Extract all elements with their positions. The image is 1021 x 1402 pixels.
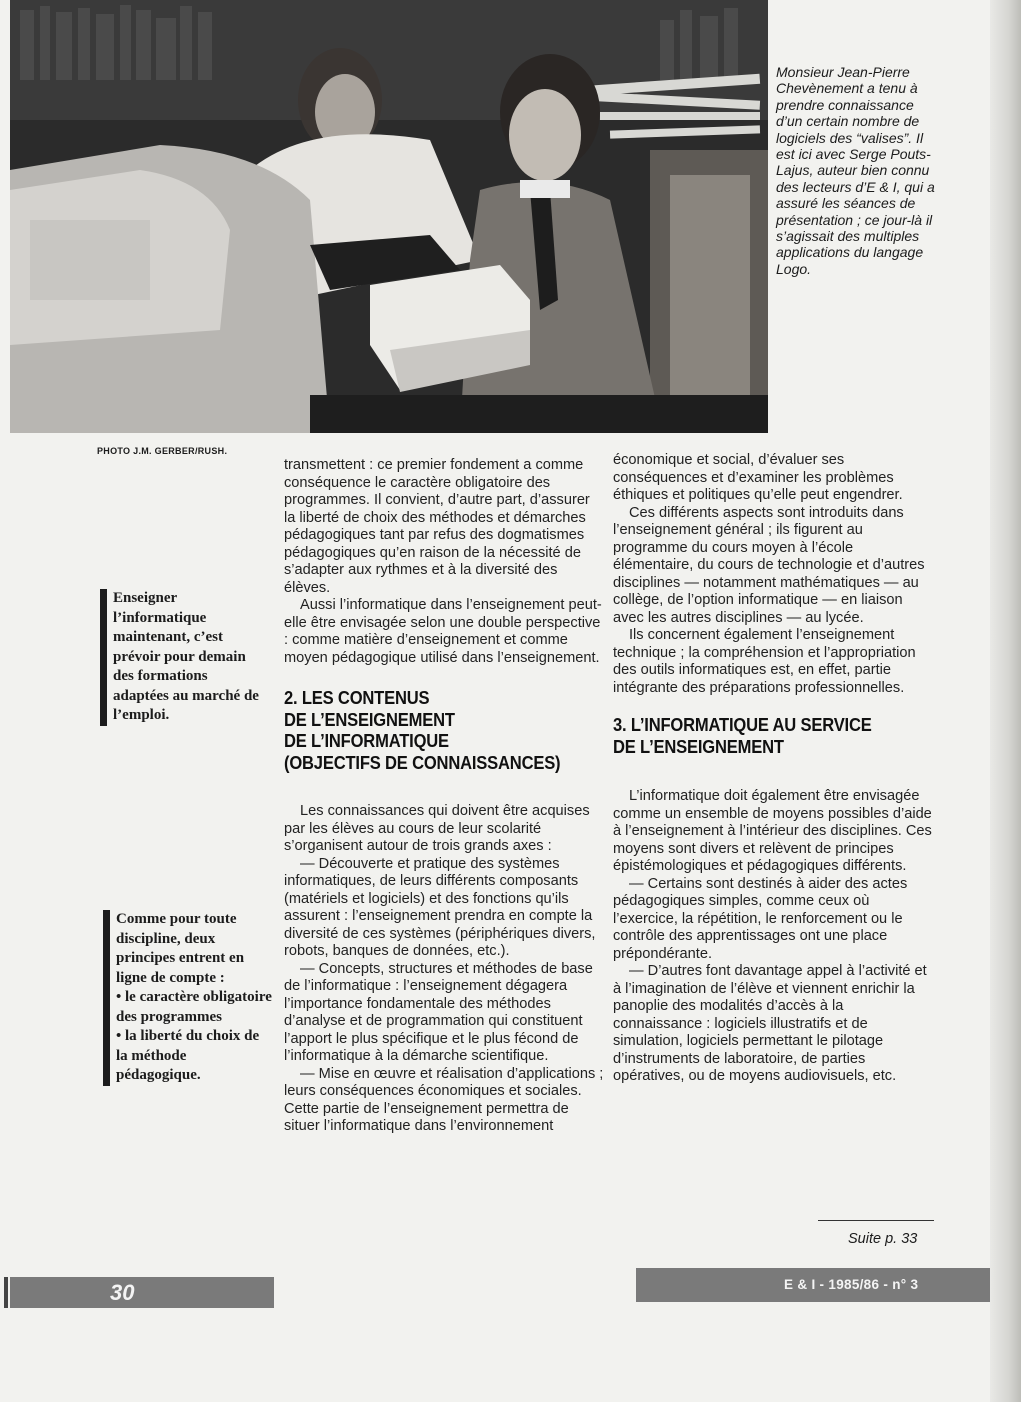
footer-issue-bar xyxy=(636,1268,990,1302)
heading-line: DE L’ENSEIGNEMENT xyxy=(284,709,455,730)
pull-quote-line: Comme pour toute discipline, deux principes entrent en ligne de compte : xyxy=(116,911,245,986)
page-number: 30 xyxy=(110,1280,135,1305)
pull-quote-bullet: • la liberté du choix de la méthode pédagogique. xyxy=(116,1028,260,1083)
continuation-rule xyxy=(818,1220,934,1221)
paragraph: transmettent : ce premier fondement a comme conséquence le caractère obligatoire des programmes. Il convient, d’autre part, d’assurer la liberté de choix des méthodes et démarches pédagogiques tant par refus des dogmatismes pédagogiques qu’en raison de la nécessité de s’adapter aux rythmes et à la diversité des élèves. xyxy=(284,457,590,596)
heading-line: 3. L’INFORMATIQUE AU SERVICE xyxy=(613,715,872,735)
paragraph: — D’autres font davantage appel à l’activité et à l’imagination de l’élève et viennent enrichir la panoplie des modalités d’accès à la connaissance : logiciels illustratifs et de simulation, logiciels permettant le pilotage d’instruments de laboratoire, de parties opératives, ou de moyens audiovisuels, etc. xyxy=(613,963,927,1084)
pull-quote-principles xyxy=(103,910,272,1086)
article-column-1 xyxy=(284,457,604,1136)
paragraph: Les connaissances qui doivent être acquises par les élèves au cours de leur scolarité s’organisent autour de trois grands axes : xyxy=(284,803,590,854)
heading-line: DE L’INFORMATIQUE xyxy=(284,731,449,751)
paragraph: Ces différents aspects sont introduits dans l’enseignement général ; ils figurent au programme du cours moyen à l’école élémentaire, du cours de technologie et d’autres disciplines — notamment mathématiques — au collège, de l’option informatique — en liaison avec les autres disciplines — au lycée. xyxy=(613,504,925,626)
page-edge-shadow xyxy=(990,0,1021,1402)
footer-edge-bar xyxy=(4,1277,8,1308)
paragraph: — Concepts, structures et méthodes de base de l’informatique : l’enseignement dégagera l’importance fondamentale des méthodes d’analyse et de programmation qui constituent l’apport le plus spécifique et le plus fécond de l’informatique à la démarche scientifique. xyxy=(284,960,593,1064)
photo-credit: PHOTO J.M. GERBER/RUSH. xyxy=(97,446,228,456)
paragraph: — Mise en œuvre et réalisation d’applications ; leurs conséquences économiques et sociales. Cette partie de l’enseignement permettra de situer l’informatique dans l’environnement xyxy=(284,1065,604,1134)
paragraph: — Certains sont destinés à aider des actes pédagogiques simples, comme ceux où l’exercice, la répétition, le renforcement ou le contrôle des apprentissages ont une place prépondérante. xyxy=(613,875,908,962)
issue-label: E & I - 1985/86 - n° 3 xyxy=(784,1277,919,1292)
article-photo xyxy=(10,0,768,433)
heading-line: (OBJECTIFS DE CONNAISSANCES) xyxy=(284,752,561,773)
paragraph: Aussi l’informatique dans l’enseignement peut-elle être envisagée selon une double perspective : comme matière d’enseignement et comme moyen pédagogique utilisé dans l’enseignement. xyxy=(284,597,602,666)
section-heading-3 xyxy=(613,715,935,758)
heading-line: 2. LES CONTENUS xyxy=(284,688,430,708)
paragraph: — Découverte et pratique des systèmes informatiques, de leurs différents composants (matériels et logiciels) et des fonctions qu’ils assurent : l’enseignement prendra en compte la diversité de ces systèmes (périphériques divers, robots, banques de données, etc.). xyxy=(284,855,596,959)
continuation-note: Suite p. 33 xyxy=(848,1231,918,1247)
article-column-2 xyxy=(613,452,935,1086)
heading-line: DE L’ENSEIGNEMENT xyxy=(613,736,784,757)
section-heading-2 xyxy=(284,688,604,774)
pull-quote-bullet: • le caractère obligatoire des programmes xyxy=(116,989,272,1025)
footer-page-number-bar xyxy=(10,1277,274,1308)
pull-quote-employment: Enseigner l’informatique maintenant, c’est prévoir pour demain des formations adaptées au marché de l’emploi. xyxy=(100,589,263,726)
paragraph: L’informatique doit également être envisagée comme un ensemble de moyens possibles d’aide à l’enseignement à l’intérieur des disciplines. Ces moyens sont divers et relèvent de principes épistémologiques et pédagogiques différents. xyxy=(613,788,932,874)
photo-icon xyxy=(10,0,768,433)
paragraph: Ils concernent également l’enseignement technique ; la compréhension et l’appropriation des outils informatiques est, en effet, partie intégrante des préparations professionnelles. xyxy=(613,627,916,696)
photo-caption: Monsieur Jean-Pierre Chevènement a tenu à prendre connaissance d’un certain nombre de logiciels des “valises”. Il est ici avec Serge Pouts-Lajus, auteur bien connu des lecteurs d’E & I, qui a assuré les séances de présentation ; ce jour-là il s’agissait des multiples applications du langage Logo. xyxy=(776,64,935,277)
paragraph: économique et social, d’évaluer ses conséquences et d’examiner les problèmes éthiques et politiques qu’elle peut engendrer. xyxy=(613,452,903,503)
